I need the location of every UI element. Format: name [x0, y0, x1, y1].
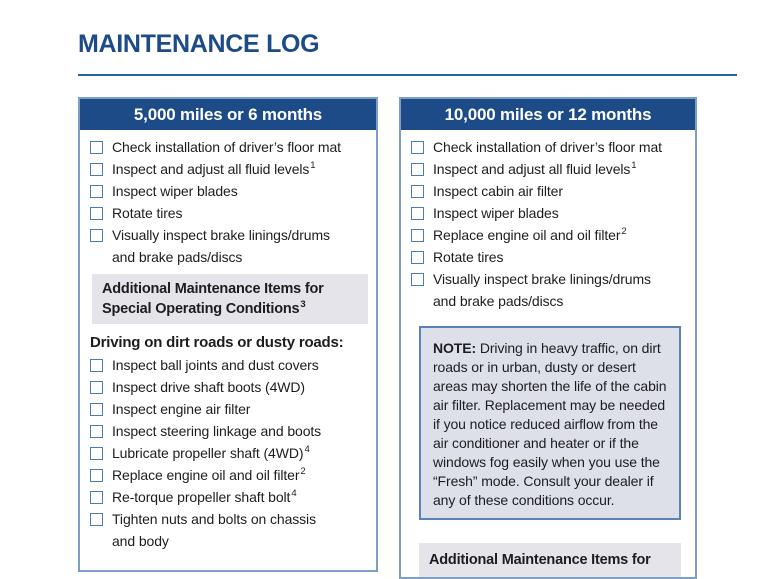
- checklist-item: [90, 398, 368, 420]
- additional-maintenance-heading: [92, 274, 368, 324]
- panel-10000-miles: [399, 97, 697, 579]
- checklist-item-label: Lubricate propeller shaft (4WD)$^4$: [112, 444, 310, 461]
- checklist-item: [90, 420, 368, 442]
- checklist-item: [90, 180, 368, 202]
- additional-maintenance-heading-partial: [419, 543, 681, 577]
- checkbox[interactable]: [90, 491, 103, 504]
- footnote-ref: 4: [291, 488, 297, 500]
- checklist-item-label: Inspect wiper blades: [433, 205, 559, 221]
- additional-maintenance-heading-partial-text: Additional Maintenance Items for: [429, 552, 651, 568]
- panel-10000-header: 10,000 miles or 12 months: [401, 99, 695, 130]
- checklist-item-label: Replace engine oil and oil filter$^2$: [112, 466, 306, 483]
- checkbox[interactable]: [411, 207, 424, 220]
- checklist-item: [90, 442, 368, 464]
- checklist-item-label: Check installation of driver’s floor mat: [433, 139, 662, 155]
- checkbox[interactable]: [411, 163, 424, 176]
- checklist-item-label: Inspect and adjust all fluid levels$^1$: [112, 160, 316, 177]
- checkbox[interactable]: [90, 447, 103, 460]
- checklist-10000: [411, 136, 687, 312]
- footnote-ref: 2: [300, 466, 306, 478]
- checklist-item: [411, 202, 687, 224]
- checkbox[interactable]: [90, 359, 103, 372]
- checklist-item-label: Inspect steering linkage and boots: [112, 423, 322, 439]
- checklist-item: [90, 464, 368, 486]
- checkbox[interactable]: [90, 141, 103, 154]
- checkbox[interactable]: [411, 251, 424, 264]
- checklist-item-label: Inspect wiper blades: [112, 183, 238, 199]
- checklist-item-label: Inspect ball joints and dust covers: [112, 357, 319, 373]
- note-label: NOTE:: [433, 340, 477, 356]
- checkbox[interactable]: [90, 229, 103, 242]
- checklist-item-label: Inspect engine air filter: [112, 401, 251, 417]
- page-title: MAINTENANCE LOG: [78, 30, 320, 58]
- note-box: [419, 326, 681, 520]
- checklist-item-label: Re-torque propeller shaft bolt$^4$: [112, 488, 297, 505]
- dirt-roads-subheading: Driving on dirt roads or dusty roads:: [90, 334, 344, 351]
- checklist-item: [90, 486, 368, 508]
- checkbox[interactable]: [411, 141, 424, 154]
- title-divider: [78, 74, 737, 76]
- checklist-item-label: Replace engine oil and oil filter$^2$: [433, 226, 627, 243]
- checklist-dirt-roads: [90, 354, 368, 552]
- additional-maintenance-heading-text: Additional Maintenance Items for Special Operating Conditions: [102, 281, 324, 317]
- checklist-item-label: Visually inspect brake linings/drums and brake pads/discs: [112, 227, 330, 265]
- checklist-item: [411, 246, 687, 268]
- footnote-ref: 2: [621, 226, 627, 238]
- checkbox[interactable]: [90, 513, 103, 526]
- checkbox[interactable]: [90, 425, 103, 438]
- checklist-item: [90, 136, 368, 158]
- panel-10000-body: [401, 130, 695, 577]
- checklist-item-label: Inspect drive shaft boots (4WD): [112, 379, 305, 395]
- checklist-item: [90, 202, 368, 224]
- checklist-item: [411, 224, 687, 246]
- checklist-item: [411, 180, 687, 202]
- checklist-item: [90, 158, 368, 180]
- footnote-ref: 1: [631, 160, 637, 172]
- panel-5000-header: 5,000 miles or 6 months: [80, 99, 376, 130]
- footnote-ref: 4: [304, 444, 310, 456]
- footnote-ref: 1: [310, 160, 316, 172]
- checkbox[interactable]: [90, 469, 103, 482]
- checklist-item: [411, 136, 687, 158]
- checkbox[interactable]: [411, 273, 424, 286]
- checklist-item-label: Rotate tires: [112, 205, 183, 221]
- checklist-item: [411, 268, 687, 312]
- checkbox[interactable]: [411, 229, 424, 242]
- checklist-item: [411, 158, 687, 180]
- checklist-item-label: Inspect and adjust all fluid levels$^1$: [433, 160, 637, 177]
- checkbox[interactable]: [90, 185, 103, 198]
- note-text: Driving in heavy traffic, on dirt roads or in urban, dusty or desert areas may shorten the life of the cabin air filter. Replacement may be needed if you notice reduced airflow from the air conditioner and heater or if the windows fog easily when you use the “Fresh” mode. Consult your dealer if any of these conditions occur.: [433, 340, 667, 508]
- checkbox[interactable]: [411, 185, 424, 198]
- checkbox[interactable]: [90, 381, 103, 394]
- checklist-item-label: Check installation of driver’s floor mat: [112, 139, 341, 155]
- checkbox[interactable]: [90, 207, 103, 220]
- checklist-item-label: Rotate tires: [433, 249, 504, 265]
- checklist-item: [90, 376, 368, 398]
- panel-5000-body: [80, 130, 376, 552]
- checklist-item-label: Inspect cabin air filter: [433, 183, 563, 199]
- checkbox[interactable]: [90, 163, 103, 176]
- checklist-item: [90, 354, 368, 376]
- checklist-item: [90, 224, 368, 268]
- panel-5000-miles: [78, 97, 378, 572]
- footnote-ref: 3: [300, 299, 306, 311]
- checklist-5000: [90, 136, 368, 268]
- checklist-item-label: Tighten nuts and bolts on chassis and body: [112, 511, 316, 549]
- checklist-item-label: Visually inspect brake linings/drums and brake pads/discs: [433, 271, 651, 309]
- checklist-item: [90, 508, 368, 552]
- checkbox[interactable]: [90, 403, 103, 416]
